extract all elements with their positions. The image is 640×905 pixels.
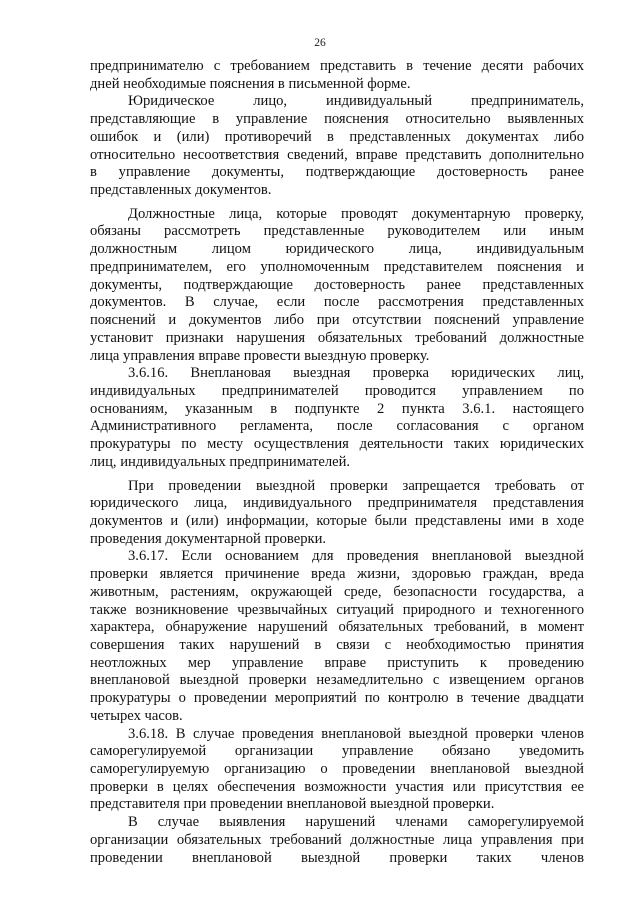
text-line: установит признаки нарушения обязательных требований должностные: [90, 329, 584, 346]
text-line: внеплановой выездной проверки незамедлительно с извещением органов: [90, 672, 584, 689]
text-line: проверки является причинение вреда жизни, здоровью граждан, вреда: [90, 566, 584, 583]
text-line: 3.6.17. Если основанием для проведения внеплановой выездной: [128, 548, 584, 565]
text-line: представителя при проведении внеплановой выездной проверки.: [90, 796, 495, 813]
text-line: животным, растениям, окружающей среде, безопасности государства, а: [90, 583, 584, 600]
text-line: При проведении выездной проверки запрещается требовать от: [128, 477, 584, 494]
text-line: юридического лица, индивидуального предпринимателя представления: [90, 495, 584, 512]
body-text: [90, 58, 584, 867]
text-line: должностным лицом юридического лица, индивидуальным: [90, 241, 584, 258]
text-line: также возникновение чрезвычайных ситуаций природного и техногенного: [90, 601, 584, 618]
text-line: проверки в целях обеспечения возможности участия или присутствия ее: [90, 778, 584, 795]
text-line: представляющие в управление пояснения относительно выявленных: [90, 111, 584, 128]
text-line: проведении внеплановой выездной проверки таких членов: [90, 849, 584, 866]
text-line: прокуратуры о проведении мероприятий по контролю в течение двадцати: [90, 690, 584, 707]
text-line: в управление документы, подтверждающие достоверность ранее: [90, 164, 584, 181]
text-line: проведения документарной проверки.: [90, 530, 327, 547]
text-line: совершения таких нарушений в связи с необходимостью принятия: [90, 637, 584, 653]
page-number: 26: [314, 37, 326, 49]
text-line: основаниям, указанным в подпункте 2 пункта 3.6.1. настоящего: [90, 400, 584, 417]
text-line: Юридическое лицо, индивидуальный предприниматель,: [128, 93, 584, 110]
text-line: документы, подтверждающие достоверность ранее представленных: [90, 276, 584, 293]
text-line: предпринимателю с требованием представить в течение десяти рабочих: [90, 58, 584, 74]
text-line: четырех часов.: [90, 707, 183, 724]
text-line: характера, обнаружение нарушений обязательных требований, в момент: [90, 619, 584, 636]
text-line: документов. В случае, если после рассмотрения представленных: [90, 294, 584, 311]
text-line: 3.6.18. В случае проведения внеплановой выездной проверки членов: [128, 725, 584, 742]
text-line: В случае выявления нарушений членами саморегулируемой: [128, 814, 584, 831]
text-line: индивидуальных предпринимателей проводится управлением по: [90, 382, 584, 399]
text-line: Должностные лица, которые проводят документарную проверку,: [128, 205, 584, 222]
text-line: дней необходимые пояснения в письменной форме.: [90, 75, 411, 92]
text-line: прокуратуры по месту осуществления деятельности таких юридических: [90, 436, 584, 453]
text-line: документов и (или) информации, которые были представлены ими в ходе: [90, 512, 584, 529]
text-line: относительно несоответствия сведений, вправе представить дополнительно: [90, 146, 584, 163]
text-line: предпринимателем, его уполномоченным представителем пояснения и: [90, 258, 584, 275]
text-line: организации обязательных требований должностные лица управления при: [90, 831, 584, 848]
text-line: пояснений и документов либо при отсутствии пояснений управление: [90, 312, 584, 329]
text-line: обязаны рассмотреть представленные руководителем или иным: [90, 223, 584, 240]
text-line: саморегулируемую организацию о проведении внеплановой выездной: [90, 761, 584, 778]
text-line: неотложных мер управление вправе приступить к проведению: [90, 654, 584, 671]
text-line: 3.6.16. Внеплановая выездная проверка юридических лиц,: [128, 365, 584, 382]
text-line: представленных документов.: [90, 182, 272, 199]
text-line: Административного регламента, после согласования с органом: [90, 418, 584, 435]
text-line: лица управления вправе провести выездную проверку.: [90, 347, 430, 364]
text-line: лиц, индивидуальных предпринимателей.: [90, 453, 351, 470]
text-line: ошибок и (или) противоречий в представленных документах либо: [90, 128, 584, 145]
text-line: саморегулируемой организации управление обязано уведомить: [90, 743, 584, 760]
